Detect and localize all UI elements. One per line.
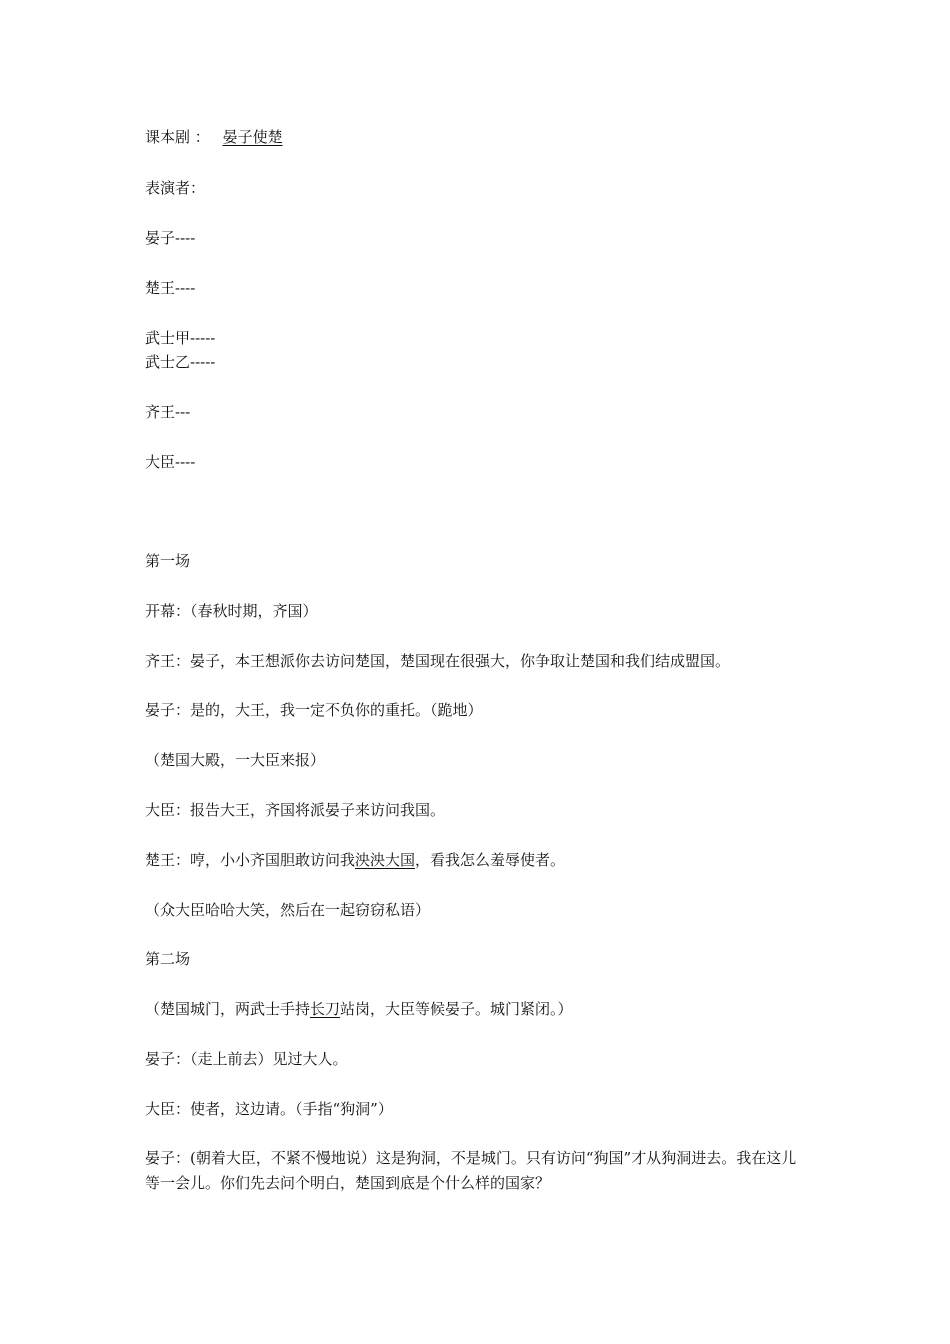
script-line: 大臣：使者，这边请。（手指“狗洞”） xyxy=(145,1100,393,1118)
cast-role: 楚王---- xyxy=(145,279,196,297)
scene-heading: 第二场 xyxy=(145,950,191,968)
underlined-phrase: 泱泱大国 xyxy=(355,851,416,869)
cast-role: 武士乙----- xyxy=(145,353,216,371)
script-line xyxy=(145,851,565,869)
play-title: 晏子使楚 xyxy=(222,128,283,146)
line-text: 站岗，大臣等候晏子。城门紧闭。） xyxy=(340,1000,573,1018)
cast-role: 晏子---- xyxy=(145,229,196,247)
script-line: 晏子：是的，大王，我一定不负你的重托。（跪地） xyxy=(145,701,483,719)
line-text: 楚王：哼，小小齐国胆敢访问我 xyxy=(145,851,356,869)
title-line xyxy=(145,128,283,146)
cast-role: 大臣---- xyxy=(145,453,196,471)
script-line: 开幕：（春秋时期，齐国） xyxy=(145,602,318,620)
cast-role: 齐王--- xyxy=(145,403,191,421)
stage-direction: （众大臣哈哈大笑，然后在一起窃窃私语） xyxy=(145,901,431,919)
script-line: 大臣：报告大王，齐国将派晏子来访问我国。 xyxy=(145,801,446,819)
scene-heading: 第一场 xyxy=(145,552,191,570)
underlined-phrase: 长刀 xyxy=(310,1000,341,1018)
line-text: ，看我怎么羞辱使者。 xyxy=(415,851,566,869)
script-paragraph: 晏子：(朝着大臣，不紧不慢地说）这是狗洞，不是城门。只有访问“狗国”才从狗洞进去。我在这儿等一会儿。你们先去问个明白，楚国到底是个什么样的国家？ xyxy=(145,1149,797,1192)
cast-heading: 表演者： xyxy=(145,179,206,197)
stage-direction: （楚国大殿，一大臣来报） xyxy=(145,751,326,769)
line-text: （楚国城门，两武士手持 xyxy=(145,1000,311,1018)
script-line: 晏子：（走上前去）见过大人。 xyxy=(145,1050,348,1068)
script-line: 齐王：晏子，本王想派你去访问楚国，楚国现在很强大，你争取让楚国和我们结成盟国。 xyxy=(145,652,731,670)
title-prefix: 课本剧 ： xyxy=(145,128,210,146)
cast-role: 武士甲----- xyxy=(145,329,216,347)
stage-direction xyxy=(145,1000,573,1018)
